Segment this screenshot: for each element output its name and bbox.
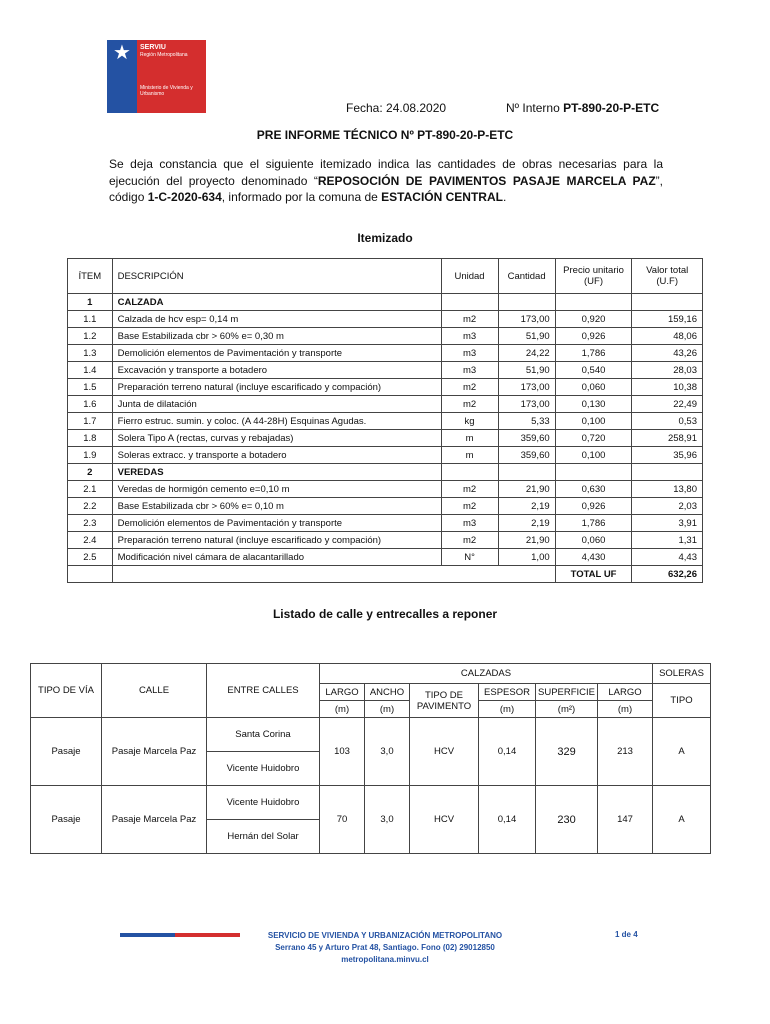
table-row: 1.2 Base Estabilizada cbr > 60% e= 0,30 m m3 51,90 0,926 48,06 (68, 328, 703, 345)
page-number: 1 de 4 (615, 930, 638, 939)
logo-title: SERVIU (140, 44, 166, 51)
table-row: 2.4 Preparación terreno natural (incluye escarificado y compación) m2 21,90 0,060 1,31 (68, 532, 703, 549)
th-calle: CALLE (102, 664, 207, 718)
table-row: 1.3 Demolición elementos de Pavimentación y transporte m3 24,22 1,786 43,26 (68, 345, 703, 362)
th-entrecalles: ENTRE CALLES (207, 664, 320, 718)
fecha: Fecha: 24.08.2020 (346, 101, 447, 115)
logo-ministry: Ministerio de Vivienda y Urbanismo (140, 85, 193, 97)
table-row: 1.4 Excavación y transporte a botadero m3 51,90 0,540 28,03 (68, 362, 703, 379)
th-tipo-via: TIPO DE VÍA (31, 664, 102, 718)
itemizado-title: Itemizado (357, 231, 413, 245)
itemizado-table (67, 258, 703, 583)
th-soleras: SOLERAS (653, 664, 711, 684)
table-header-row: ÍTEM DESCRIPCIÓN Unidad Cantidad Precio unitario (UF) Valor total (U.F) (68, 259, 703, 294)
logo-region: Región Metropolitana (140, 52, 188, 58)
section-row: 1 CALZADA (68, 294, 703, 311)
table-row: 1.7 Fierro estruc. sumin. y coloc. (A 44-28H) Esquinas Agudas. kg 5,33 0,100 0,53 (68, 413, 703, 430)
table-row: 1.6 Junta de dilatación m2 173,00 0,130 22,49 (68, 396, 703, 413)
footer: SERVICIO DE VIVIENDA Y URBANIZACIÓN METROPOLITANO Serrano 45 y Arturo Prat 48, Santiago. Fono (02) 29012850 metropolitana.minvu.cl (267, 931, 503, 964)
listado-title: Listado de calle y entrecalles a reponer (272, 607, 498, 621)
total-row (68, 566, 703, 583)
table-row: 1.5 Preparación terreno natural (incluye escarificado y compación) m2 173,00 0,060 10,38 (68, 379, 703, 396)
footer-bar-red (175, 933, 240, 937)
total-label: TOTAL UF (555, 566, 632, 583)
star-icon: ★ (113, 42, 131, 64)
th-calzadas: CALZADAS (320, 664, 653, 684)
table-row: 2.3 Demolición elementos de Pavimentación y transporte m3 2,19 1,786 3,91 (68, 515, 703, 532)
table-row: 2.1 Veredas de hormigón cemento e=0,10 m m2 21,90 0,630 13,80 (68, 481, 703, 498)
section-row: 2 VEREDAS (68, 464, 703, 481)
table-row: 2.5 Modificación nivel cámara de alacantarillado N° 1,00 4,430 4,43 (68, 549, 703, 566)
intro-paragraph: Se deja constancia que el siguiente itemizado indica las cantidades de obras necesarias para la ejecución del proyecto denominado “REPOSOCIÓN DE PAVIMENTOS PASAJE MARCELA PAZ”, código 1-C-2020-634, informado por la comuna de ESTACIÓN CENTRAL. (109, 157, 663, 204)
table-row: 1.9 Soleras extracc. y transporte a botadero m 359,60 0,100 35,96 (68, 447, 703, 464)
streets-table: TIPO DE VÍA CALLE ENTRE CALLES CALZADAS SOLERAS LARGO ANCHO TIPO DE PAVIMENTO ESPESOR SUPERFICIE LARGO TIPO (m) (m) (m) (m²) (m) Pasaje Pasaje Marcela Paz Santa Corina 103 3,0 HCV 0,14 329 213 A Vicente Huidobro Pasaje Pasaje Marcela Paz Vicente Huidobro 70 3,0 HCV 0,14 230 147 A Hernán del Solar (30, 663, 711, 854)
table-row: 1.1 Calzada de hcv esp= 0,14 m m2 173,00 0,920 159,16 (68, 311, 703, 328)
table-row: Hernán del Solar (31, 820, 711, 854)
table-row: Pasaje Pasaje Marcela Paz Vicente Huidobro 70 3,0 HCV 0,14 230 147 A (31, 786, 711, 820)
table-row: 1.8 Solera Tipo A (rectas, curvas y rebajadas) m 359,60 0,720 258,91 (68, 430, 703, 447)
table-row: Vicente Huidobro (31, 752, 711, 786)
numero-interno: Nº Interno PT-890-20-P-ETC (506, 101, 660, 115)
table-row: 2.2 Base Estabilizada cbr > 60% e= 0,10 m m2 2,19 0,926 2,03 (68, 498, 703, 515)
page-title: PRE INFORME TÉCNICO Nº PT-890-20-P-ETC (256, 128, 514, 142)
table-row: Pasaje Pasaje Marcela Paz Santa Corina 103 3,0 HCV 0,14 329 213 A (31, 718, 711, 752)
serviu-logo (107, 40, 206, 113)
total-value: 632,26 (632, 566, 703, 583)
